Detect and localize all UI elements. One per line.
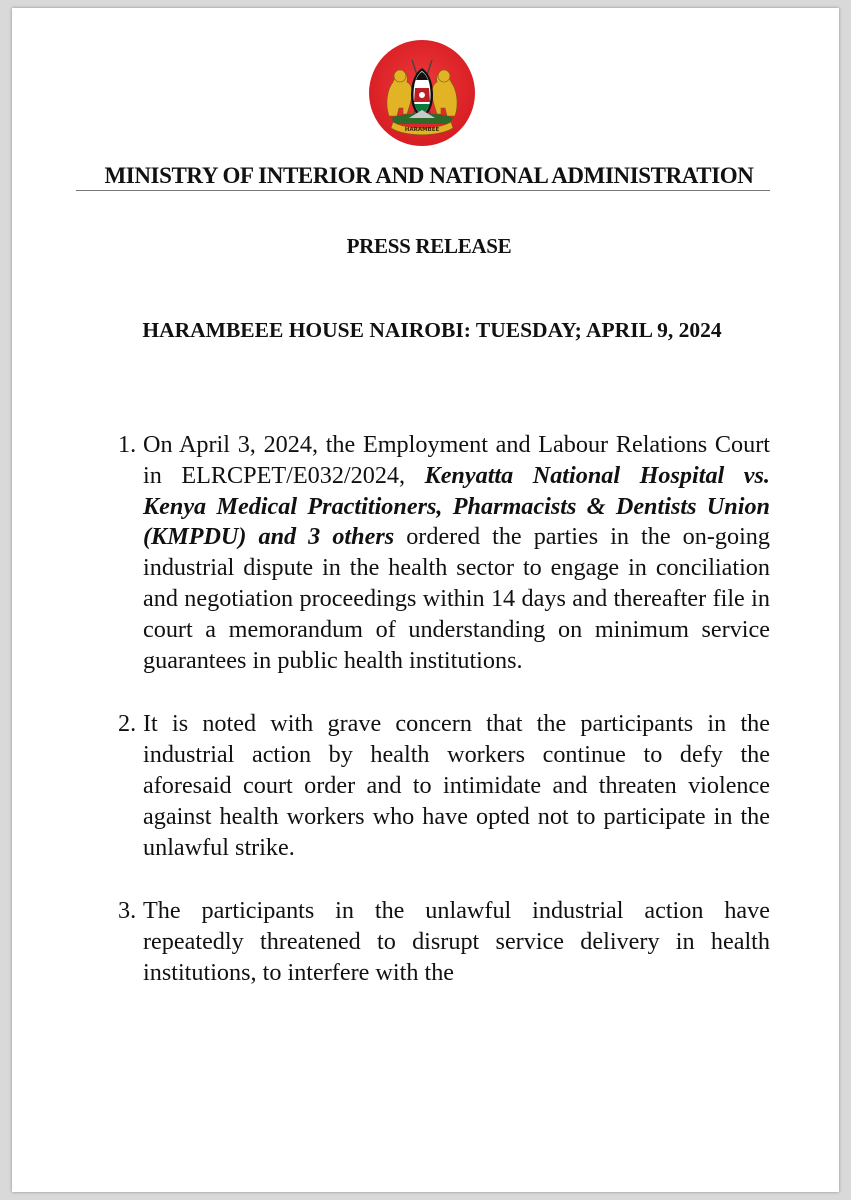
item-text: The participants in the unlawful industrial action have repeatedly threatened to disrupt service delivery in health institutions, to interfere with the (143, 897, 770, 986)
list-item (118, 430, 770, 676)
item-number: 3. (118, 897, 137, 925)
press-release-items (118, 430, 770, 1022)
item-text: ordered the parties in the on-going industrial dispute in the health sector to engage in conciliation and negotiation proceedings within 14 days and thereafter file in court a memorandum of understanding on minimum service guarantees in public health institutions. (143, 523, 770, 674)
case-name: Kenyatta National Hospital vs. Kenya Medical Practitioners, Pharmacists & Dentists Union (KMPDU) and 3 others (143, 461, 770, 551)
item-text: On April 3, 2024, the Employment and Labour Relations Court in ELRCPET/E032/2024, (143, 431, 770, 489)
item-text: It is noted with grave concern that the participants in the industrial action by health workers continue to defy the aforesaid court order and to intimidate and threaten violence against health workers who have opted not to participate in the unlawful strike. (143, 710, 770, 861)
emblem-motto: HARAMBEE (404, 127, 440, 133)
dateline: HARAMBEEE HOUSE NAIROBI: TUESDAY; APRIL 9, 2024 (142, 318, 722, 342)
ministry-heading: MINISTRY OF INTERIOR AND NATIONAL ADMINISTRATION (104, 163, 754, 188)
item-number: 2. (118, 710, 137, 738)
list-item (118, 896, 770, 988)
press-release-page (12, 8, 839, 1192)
list-item (118, 709, 770, 863)
item-number: 1. (118, 431, 137, 458)
heading-divider (76, 190, 770, 191)
press-release-title: PRESS RELEASE (346, 234, 512, 258)
kenya-coat-of-arms-icon (367, 38, 477, 148)
